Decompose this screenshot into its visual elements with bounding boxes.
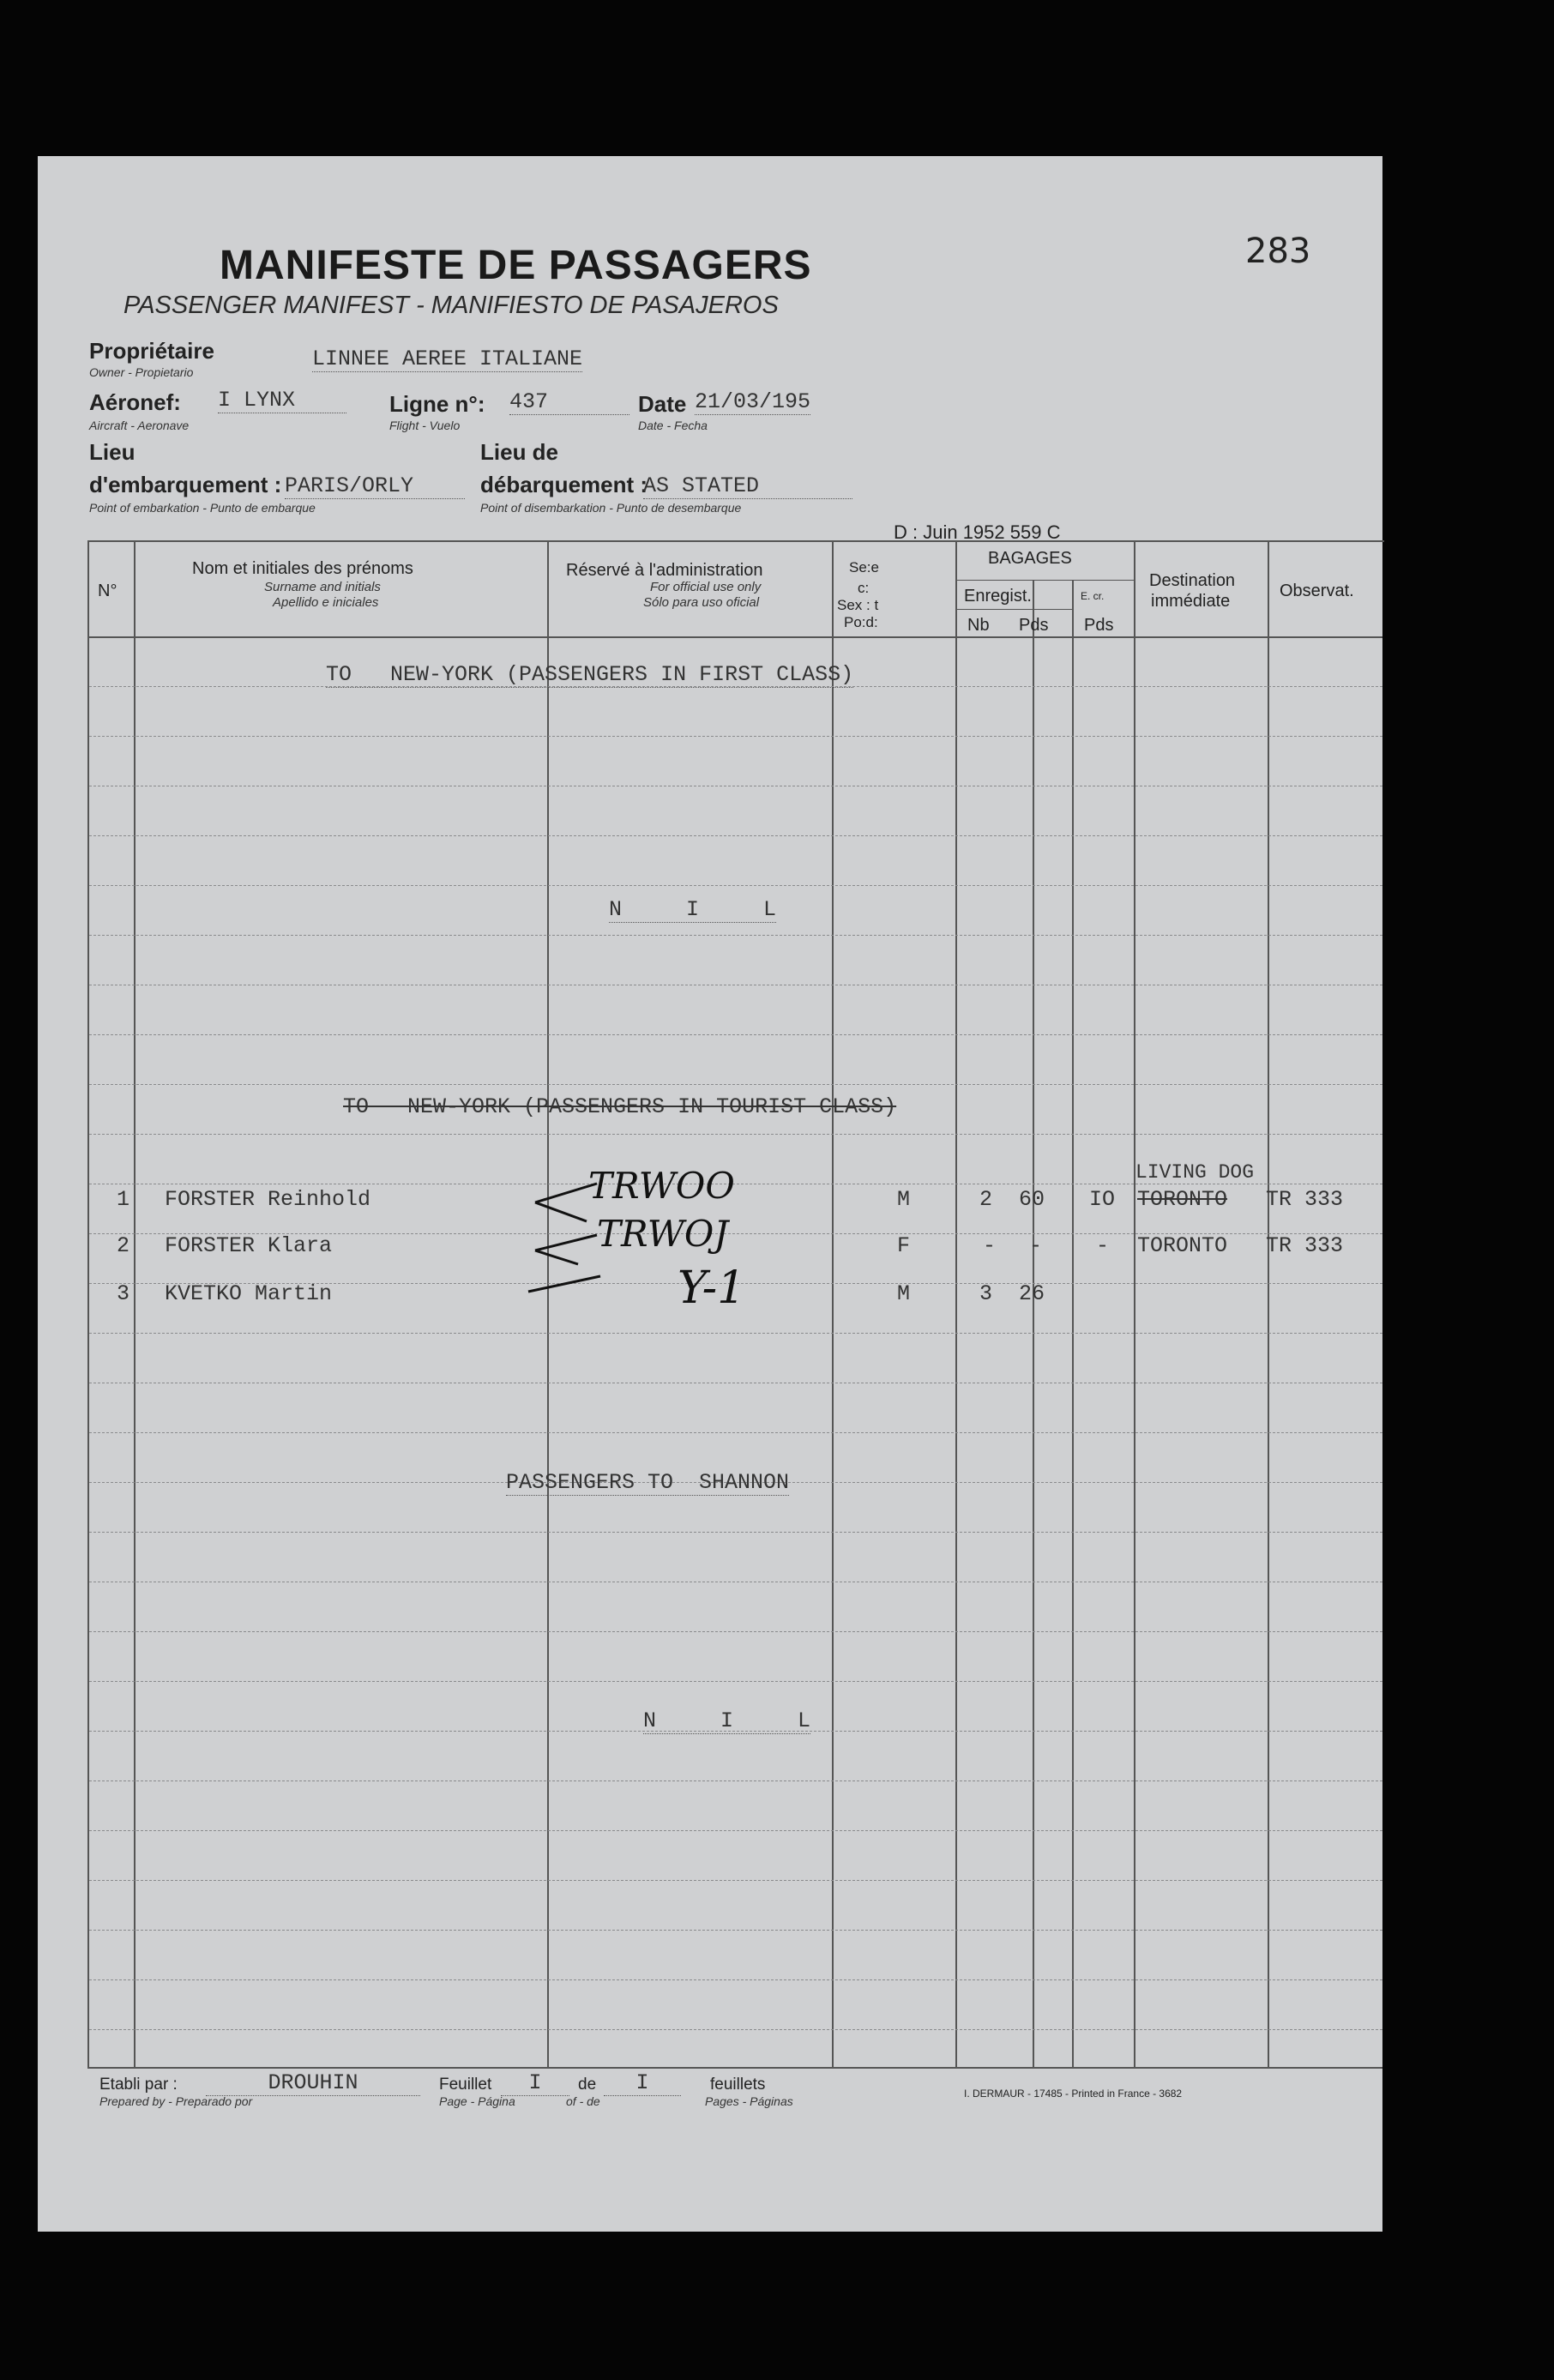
- prepared-value: DROUHIN: [206, 2070, 420, 2096]
- manifest-sheet: [38, 156, 1382, 2232]
- col-header-sex-1: Se:e: [849, 559, 879, 575]
- col-sep-8: [1268, 540, 1269, 2067]
- col-header-excess: E. cr.: [1081, 590, 1105, 602]
- handwritten-note-1: TRWOO: [588, 1165, 735, 1207]
- prepared-label: Etabli par :: [99, 2076, 178, 2094]
- col-sep-6: [1072, 580, 1074, 2067]
- embark-sub: Point of embarkation - Punto de embarque: [89, 501, 316, 515]
- section-nil-2: N I L: [643, 1708, 811, 1733]
- col-header-sex-4: Po:d:: [844, 614, 878, 630]
- passenger-name: KVETKO Martin: [165, 1281, 333, 1306]
- date-sub: Date - Fecha: [638, 419, 708, 432]
- passenger-name: FORSTER Klara: [165, 1233, 333, 1258]
- form-code: D : Juin 1952 559 C: [894, 521, 1061, 543]
- col-header-dest-1: Destination: [1149, 571, 1236, 590]
- col-header-sex-3: Sex : t: [837, 597, 879, 613]
- embark-label-2: d'embarquement :: [89, 472, 282, 497]
- flight-value: 437: [509, 389, 629, 415]
- excess-weight: -: [1096, 1233, 1110, 1258]
- section-first-class: TO NEW-YORK (PASSENGERS IN FIRST CLASS): [326, 662, 854, 687]
- owner-sub: Owner - Propietario: [89, 365, 194, 379]
- baggage-count: -: [983, 1233, 997, 1258]
- col-header-no: N°: [98, 581, 117, 600]
- sheets-label: feuillets: [710, 2076, 766, 2094]
- of-sub: of - de: [566, 2094, 600, 2108]
- registered-divider: [955, 609, 1072, 610]
- col-header-name-1: Nom et initiales des prénoms: [192, 559, 413, 578]
- col-header-nb: Nb: [967, 616, 990, 635]
- section-nil-1: N I L: [609, 897, 777, 922]
- table-header-bottom: [87, 636, 1382, 638]
- date-value: 21/03/195: [695, 389, 811, 414]
- observation: TR 333: [1266, 1233, 1344, 1258]
- passenger-sex: M: [897, 1187, 911, 1212]
- observation: TR 333: [1266, 1187, 1344, 1212]
- baggage-weight: -: [1029, 1233, 1043, 1258]
- owner-label: Propriétaire: [89, 338, 214, 364]
- passenger-no: 3: [117, 1281, 130, 1306]
- flight-sub: Flight - Vuelo: [389, 419, 461, 432]
- col-header-dest-2: immédiate: [1151, 592, 1231, 611]
- sheet-label: Feuillet: [439, 2076, 492, 2094]
- col-header-pds: Pds: [1019, 616, 1049, 635]
- baggage-count: 2: [979, 1187, 993, 1212]
- embark-label-1: Lieu: [89, 439, 136, 465]
- col-header-admin-2: For official use only: [650, 580, 762, 594]
- sheet-sub: Page - Página: [439, 2094, 515, 2108]
- aircraft-sub: Aircraft - Aeronave: [89, 419, 190, 432]
- sheets-sub: Pages - Páginas: [705, 2094, 793, 2108]
- disembark-value: AS STATED: [643, 473, 852, 499]
- passenger-no: 1: [117, 1187, 130, 1212]
- passenger-name: FORSTER Reinhold: [165, 1187, 371, 1212]
- passenger-no: 2: [117, 1233, 130, 1258]
- col-sep-3: [832, 540, 834, 2067]
- excess-weight: IO: [1089, 1187, 1116, 1212]
- baggage-weight: 26: [1019, 1281, 1045, 1306]
- of-label: de: [578, 2076, 597, 2094]
- section-tourist-class: TO NEW-YORK (PASSENGERS IN TOURIST CLASS): [343, 1094, 897, 1119]
- col-sep-4: [955, 540, 957, 2067]
- handwritten-dashes: [518, 1168, 621, 1297]
- section-shannon: PASSENGERS TO SHANNON: [506, 1470, 790, 1495]
- disembark-label-2: débarquement :: [480, 472, 648, 497]
- col-header-baggage: BAGAGES: [988, 549, 1072, 568]
- prepared-sub: Prepared by - Preparado por: [99, 2094, 253, 2108]
- page-number: 283: [1245, 232, 1311, 271]
- disembark-sub: Point of disembarkation - Punto de desembarque: [480, 501, 742, 515]
- col-header-registered: Enregist.: [964, 587, 1032, 606]
- sheet-value: I: [501, 2070, 569, 2096]
- form-title: MANIFESTE DE PASSAGERS: [220, 243, 812, 288]
- col-sep-5: [1033, 580, 1034, 2067]
- disembark-label-1: Lieu de: [480, 439, 559, 465]
- aircraft-value: I LYNX: [218, 388, 346, 413]
- owner-value: LINNEE AEREE ITALIANE: [312, 346, 583, 371]
- col-header-observ: Observat.: [1280, 581, 1354, 600]
- form-subtitle: PASSENGER MANIFEST - MANIFIESTO DE PASAJEROS: [123, 292, 779, 319]
- col-header-pds-excess: Pds: [1084, 616, 1114, 635]
- col-header-admin-3: Sólo para uso oficial: [643, 595, 760, 610]
- baggage-count: 3: [979, 1281, 993, 1306]
- col-header-sex-2: c:: [858, 580, 870, 596]
- flight-label: Ligne n°:: [389, 391, 485, 417]
- printer-imprint: I. DERMAUR - 17485 - Printed in France - 3682: [964, 2088, 1183, 2100]
- destination: TORONTO: [1137, 1233, 1228, 1258]
- col-sep-2: [547, 540, 549, 2067]
- aircraft-label: Aéronef:: [89, 389, 181, 415]
- date-label: Date: [638, 391, 687, 417]
- footer-divider: [87, 2067, 1382, 2069]
- col-header-name-2: Surname and initials: [264, 580, 381, 594]
- destination-note: LIVING DOG: [1135, 1161, 1255, 1184]
- of-value: I: [604, 2070, 681, 2096]
- passenger-sex: F: [897, 1233, 911, 1258]
- baggage-weight: 60: [1019, 1187, 1045, 1212]
- destination: TORONTO: [1137, 1187, 1228, 1212]
- handwritten-note-3: Y-1: [678, 1262, 746, 1314]
- passenger-sex: M: [897, 1281, 911, 1306]
- col-sep-7: [1134, 540, 1135, 2067]
- baggage-divider: [955, 580, 1134, 581]
- col-sep-1: [134, 540, 136, 2067]
- embark-value: PARIS/ORLY: [285, 473, 465, 499]
- col-header-admin-1: Réservé à l'administration: [566, 561, 763, 580]
- col-header-name-3: Apellido e iniciales: [273, 595, 379, 610]
- handwritten-note-2: TRWOJ: [597, 1213, 729, 1255]
